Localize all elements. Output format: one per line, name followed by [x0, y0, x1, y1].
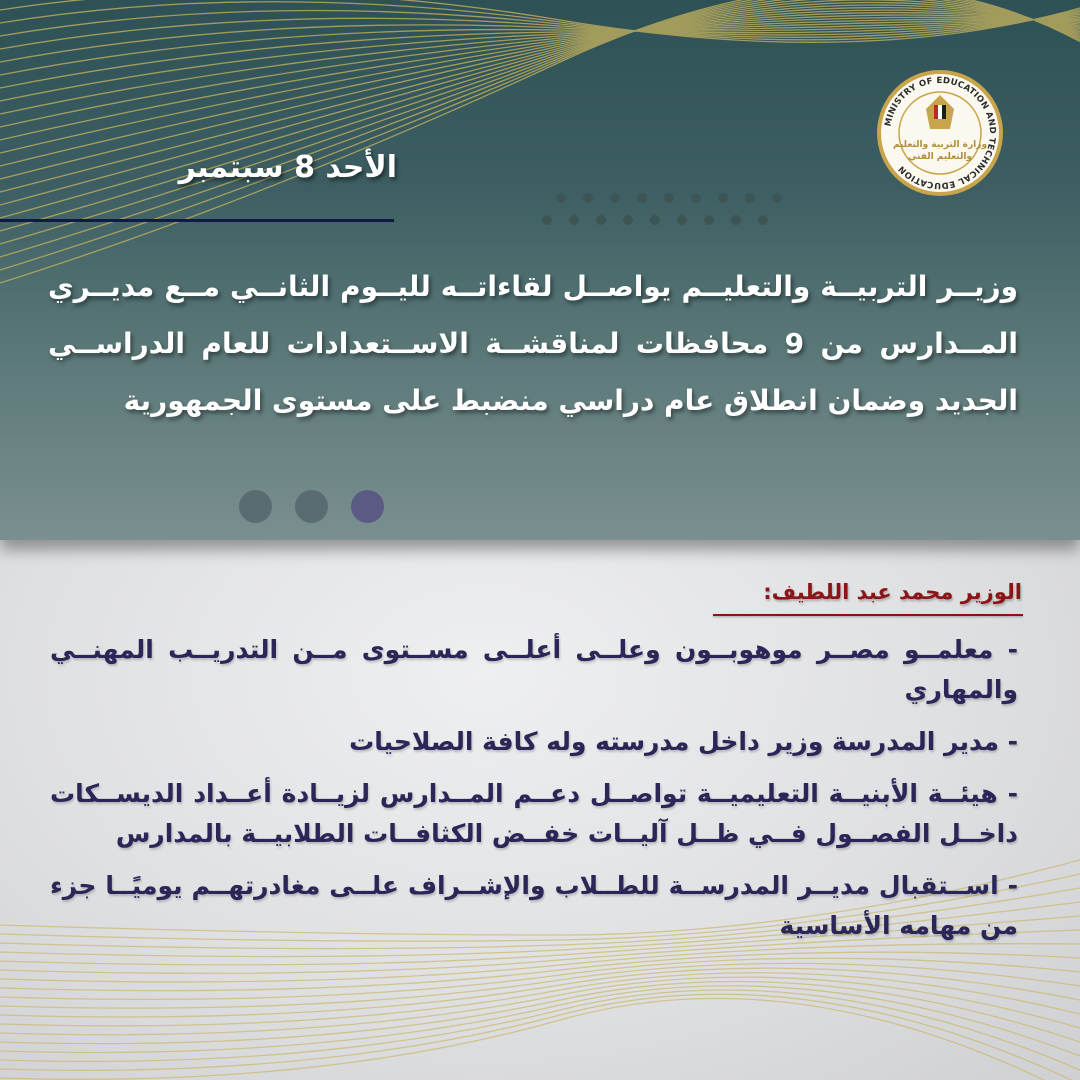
pattern-dot — [596, 215, 606, 225]
ministry-logo — [876, 69, 1004, 197]
pattern-dot — [731, 215, 741, 225]
statement-item: - معلمــو مصــر موهوبــون وعلــى أعلــى مســتوى مــن التدريــب المهنــي والمهاري — [50, 635, 1018, 704]
gold-line — [0, 973, 1080, 1026]
pager-dot[interactable] — [239, 490, 272, 523]
speaker-name: الوزير محمد عبد اللطيف: — [763, 580, 1022, 604]
gold-line — [0, 998, 1080, 1080]
statement-item: - مدير المدرسة وزير داخل مدرسته وله كافة الصلاحيات — [349, 727, 1018, 756]
logo-ring-text: MINISTRY OF EDUCATION AND TECHNICAL EDUCATION — [883, 75, 998, 191]
pattern-dot — [718, 193, 728, 203]
gold-line — [0, 0, 1080, 42]
gold-line — [0, 986, 1080, 1056]
pattern-dot — [664, 193, 674, 203]
pager-dot[interactable] — [295, 490, 328, 523]
date-label: الأحد 8 سبتمبر — [178, 150, 397, 185]
pattern-dot — [556, 193, 566, 203]
gold-line — [0, 958, 1080, 999]
pattern-dot — [745, 193, 755, 203]
pattern-dot — [569, 215, 579, 225]
pattern-dot — [704, 215, 714, 225]
pattern-dot — [623, 215, 633, 225]
pattern-dot — [677, 215, 687, 225]
pattern-dot — [610, 193, 620, 203]
date-underline — [0, 219, 394, 222]
pattern-dot — [637, 193, 647, 203]
pattern-dot — [758, 215, 768, 225]
svg-text:والتعليم الفني: والتعليم الفني — [907, 152, 973, 162]
gold-line — [0, 977, 1080, 1035]
gold-line — [0, 16, 1080, 75]
logo-emblem-icon — [876, 69, 1004, 197]
dot-pattern-decoration — [520, 193, 770, 223]
gold-line — [0, 990, 1080, 1070]
gold-line — [0, 2, 1080, 40]
gold-line — [0, 994, 1080, 1080]
gold-line — [0, 968, 1080, 1017]
gold-line — [0, 13, 1080, 49]
pattern-dot — [650, 215, 660, 225]
pattern-dot — [691, 193, 701, 203]
pager-dot[interactable] — [351, 490, 384, 523]
gold-line — [0, 981, 1080, 1043]
pattern-dot — [772, 193, 782, 203]
speaker-underline — [713, 614, 1023, 616]
gold-line — [0, 14, 1080, 62]
statement-list — [50, 630, 1018, 958]
pattern-dot — [542, 215, 552, 225]
logo-arabic-text: وزارة التربية والتعليم — [892, 140, 988, 150]
statement-item: - اســتقبال مديــر المدرســة للطــلاب والإشــراف علــى مغادرتهــم يوميًــا جزء من مهامه الأساسية — [50, 871, 1018, 940]
pattern-dot — [583, 193, 593, 203]
headline: وزيــر التربيــة والتعليــم يواصــل لقاءاتــه لليــوم الثانــي مــع مديــري المــدارس من 9 محافظات لمناقشــة الاســتعدادات للعام الدراســي الجديد وضمان انطلاق عام دراسي منضبط على مستوى الجمهورية — [48, 270, 1018, 417]
gold-line — [0, 11, 1080, 38]
statement-item: - هيئــة الأبنيــة التعليميــة تواصــل دعــم المــدارس لزيــادة أعــداد الديســكات داخــل الفصــول فــي ظــل آليــات خفــض الكثافــات الطلابيــة بالمدارس — [50, 779, 1018, 848]
gold-line — [0, 963, 1080, 1008]
